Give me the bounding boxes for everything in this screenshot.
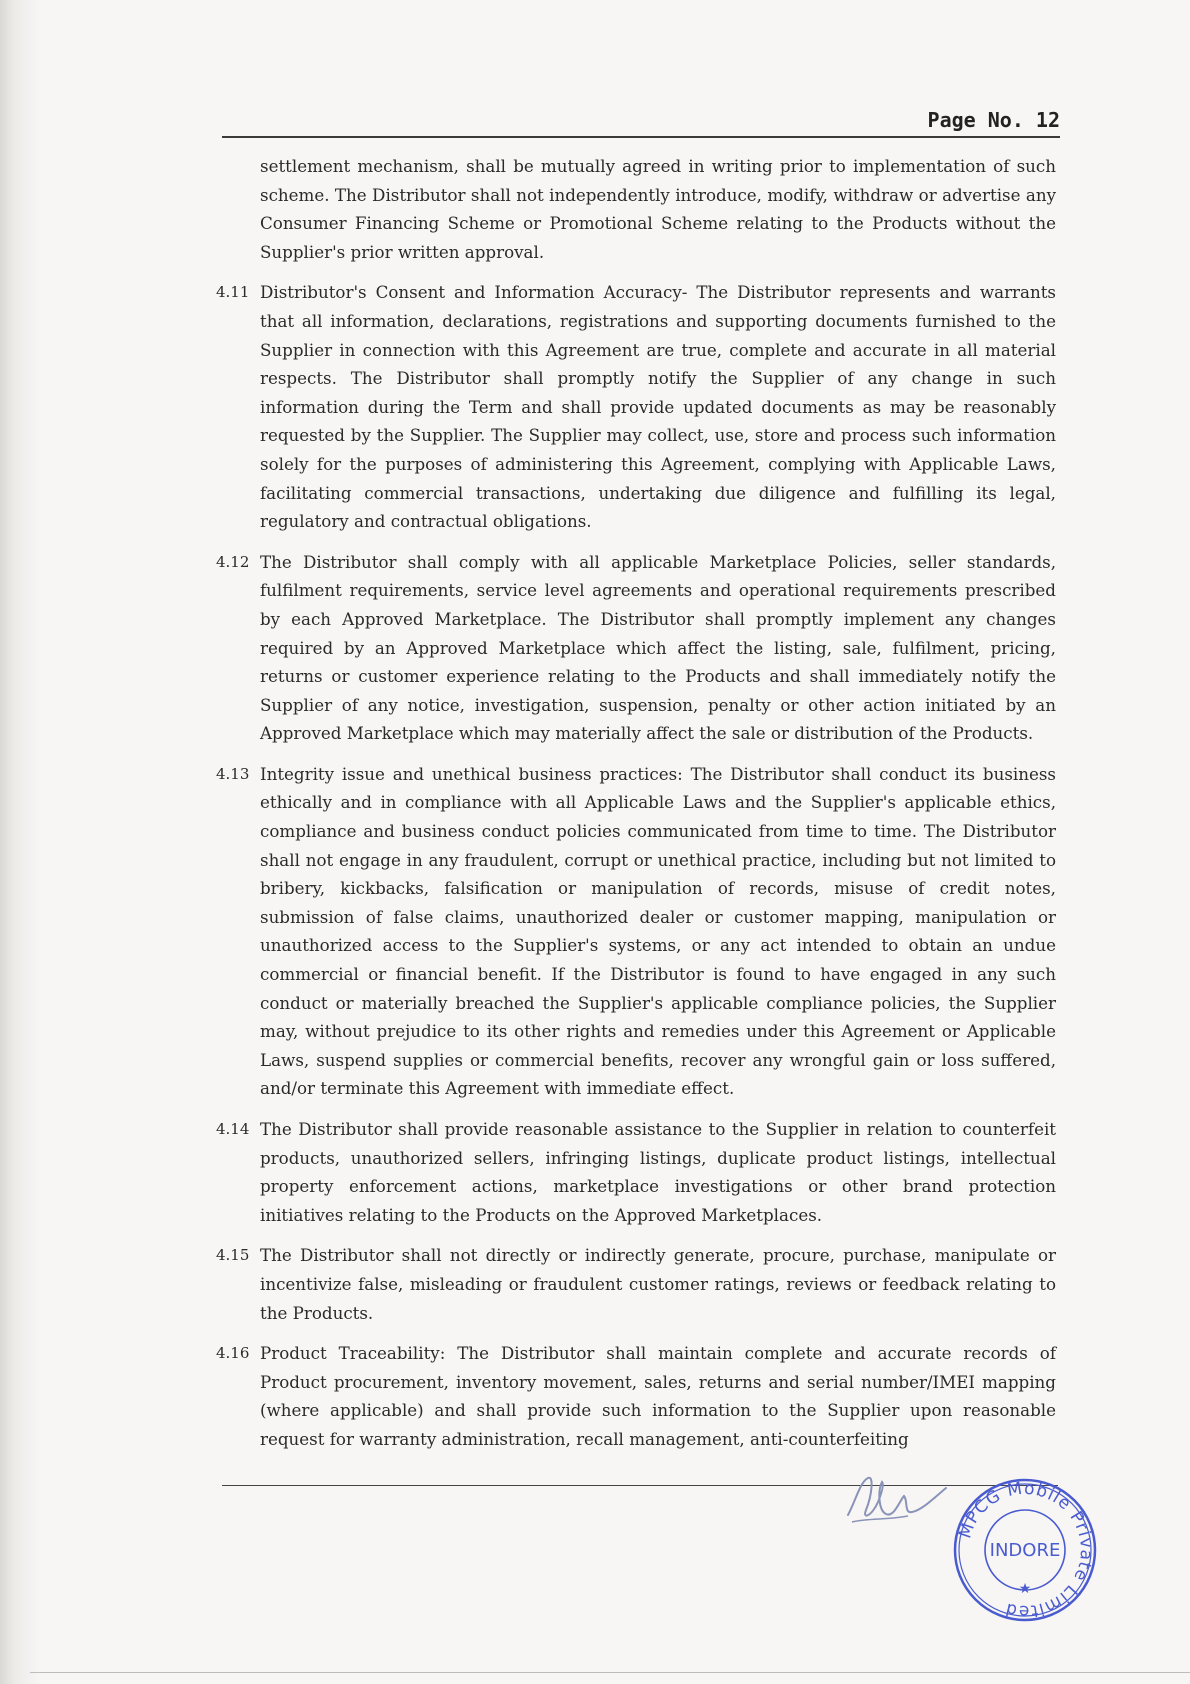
page-number: Page No. 12 xyxy=(927,108,1060,132)
clause-number: 4.11 xyxy=(216,283,250,302)
clause-number: 4.16 xyxy=(216,1344,250,1363)
company-seal xyxy=(950,1475,1100,1625)
clause-number: 4.14 xyxy=(216,1120,250,1138)
intro-paragraph: settlement mechanism, shall be mutually agreed in writing prior to implementation of such scheme. The Distributor shall not independently introduce, modify, withdraw or advertise any Consumer Financing Scheme or Promotional Scheme relating to the Products without the Supplier's prior written approval. xyxy=(260,156,1056,262)
page-header xyxy=(222,106,1060,138)
clause-text: The Distributor shall not directly or indirectly generate, procure, purchase, manipulate or incentivize false, misleading or fraudulent customer ratings, reviews or feedback relating to the Products. xyxy=(260,1245,1056,1323)
clause-text: The Distributor shall provide reasonable assistance to the Supplier in relation to counterfeit products, unauthorized sellers, infringing listings, duplicate product listings, intellectual property enforcement actions, marketplace investigations or other brand protection initiatives relating to the Products on the Approved Marketplaces. xyxy=(260,1119,1056,1225)
signature-scribble xyxy=(838,1470,958,1540)
clause-number: 4.15 xyxy=(216,1246,250,1265)
clause-4-14 xyxy=(216,1115,1056,1229)
clause-number: 4.13 xyxy=(216,764,250,783)
seal-star: ★ xyxy=(1018,1581,1032,1597)
clause-4-11 xyxy=(216,278,1056,535)
clause-text: Product Traceability: The Distributor shall maintain complete and accurate records of Product procurement, inventory movement, sales, returns and serial number/IMEI mapping (where applicable) and shall provide such information to the Supplier upon reasonable request for warranty administration, recall management, anti-counterfeiting xyxy=(260,1343,1056,1449)
clause-number: 4.12 xyxy=(216,552,250,571)
clause-4-15 xyxy=(216,1241,1056,1327)
clause-text: Distributor's Consent and Information Accuracy- The Distributor represents and warrants that all information, declarations, registrations and supporting documents furnished to the Supplier in connection with this Agreement are true, complete and accurate in all material respects. The Distributor shall promptly notify the Supplier of any change in such information during the Term and shall provide updated documents as may be reasonably requested by the Supplier. The Supplier may collect, use, store and process such information solely for the purposes of administering this Agreement, complying with Applicable Laws, facilitating commercial transactions, undertaking due diligence and fulfilling its legal, regulatory and contractual obligations. xyxy=(260,282,1056,532)
clause-4-13 xyxy=(216,760,1056,1103)
clause-4-12 xyxy=(216,548,1056,748)
clause-text: Integrity issue and unethical business practices: The Distributor shall conduct its business ethically and in compliance with all Applicable Laws and the Supplier's applicable ethics, compliance and business conduct policies communicated from time to time. The Distributor shall not engage in any fraudulent, corrupt or unethical practice, including but not limited to bribery, kickbacks, falsification or manipulation of records, misuse of credit notes, submission of false claims, unauthorized dealer or customer mapping, manipulation or unauthorized access to the Supplier's systems, or any act intended to obtain an undue commercial or financial benefit. If the Distributor is found to have engaged in any such conduct or materially breached the Supplier's applicable compliance policies, the Supplier may, without prejudice to its other rights and remedies under this Agreement or Applicable Laws, suspend supplies or commercial benefits, recover any wrongful gain or loss suffered, and/or terminate this Agreement with immediate effect. xyxy=(260,763,1056,1099)
document-body xyxy=(216,152,1056,1466)
seal-ring-text: MPCG Mobile Private Limited xyxy=(955,1478,1097,1622)
seal-center-text: INDORE xyxy=(989,1540,1061,1561)
page-edge-line xyxy=(30,1672,1190,1673)
clause-4-16 xyxy=(216,1339,1056,1453)
clause-text: The Distributor shall comply with all applicable Marketplace Policies, seller standards, fulfilment requirements, service level agreements and operational requirements prescribed by each Approved Marketplace. The Distributor shall promptly implement any changes required by an Approved Marketplace which affect the listing, sale, fulfilment, pricing, returns or customer experience relating to the Products and shall immediately notify the Supplier of any notice, investigation, suspension, penalty or other action initiated by an Approved Marketplace which may materially affect the sale or distribution of the Products. xyxy=(260,551,1056,744)
